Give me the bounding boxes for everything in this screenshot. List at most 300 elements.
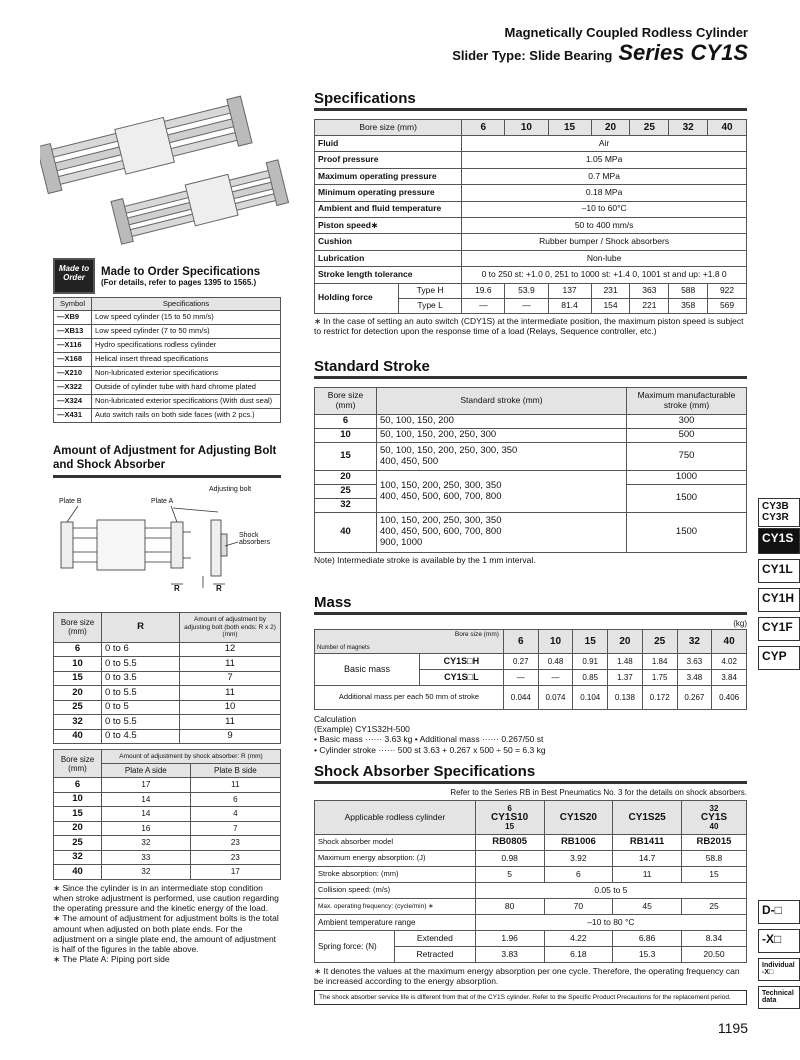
shock-extended-row <box>315 931 747 947</box>
mto-spec: Non-lubricated exterior specifications (With dust seal) <box>92 395 281 409</box>
adjust-note-2: ∗ The amount of adjustment for adjustment bolts is the total amount when adjusted on both plate ends. For the adjustment on a single plate end, the amount of adjustment is half of the figures in the table above. <box>53 913 279 954</box>
stroke-note: Note) Intermediate stroke is available by the 1 mm interval. <box>314 555 536 565</box>
mto-badge-line1: Made to <box>58 264 90 273</box>
specs-bore: 10 <box>505 120 548 136</box>
adjust-amount: 11 <box>180 686 281 701</box>
stroke-std-6: 50, 100, 150, 200 <box>377 415 627 429</box>
specs-holding-h-value: 231 <box>591 283 630 298</box>
diagram-plate-b: Plate B <box>59 497 82 505</box>
shock-row-value: RB2015 <box>681 835 746 851</box>
specs-label: Lubrication <box>315 250 462 266</box>
mto-table <box>53 297 281 423</box>
stroke-bore-25: 25 <box>315 485 377 499</box>
stroke-max-6: 300 <box>627 415 747 429</box>
shock-adjust-row <box>54 792 281 807</box>
shock-row-label: Shock absorber model <box>315 835 476 851</box>
shock-row <box>315 851 747 867</box>
adjust-note-3: ∗ The Plate A: Piping port side <box>53 954 170 965</box>
shock-adjust-a: 14 <box>102 807 191 822</box>
stroke-std-40-line3: 900, 1000 <box>380 536 423 548</box>
shock-extended-value: 8.34 <box>681 931 746 947</box>
specs-row <box>315 136 747 152</box>
mass-add-value: 0.074 <box>538 686 573 710</box>
shock-row-value: 14.7 <box>613 851 682 867</box>
shock-table <box>314 800 747 963</box>
shock-model-head <box>544 801 613 835</box>
shock-row-value: RB0805 <box>475 835 544 851</box>
sidetab-x[interactable] <box>758 929 800 953</box>
shock-note: ∗ It denotes the values at the maximum energy absorption per one cycle. Therefore, the operating frequency can be increased according to the energy absorption. <box>314 966 740 987</box>
sidetab-cy1s-label: CY1S <box>762 531 794 545</box>
shock-retracted-value: 20.50 <box>681 947 746 963</box>
specs-holding-h-value: 19.6 <box>462 283 505 298</box>
shock-model-main: CY1S25 <box>628 811 666 823</box>
mto-symbol: —XB9 <box>54 311 92 325</box>
stroke-std-40 <box>377 513 627 553</box>
mto-spec: Low speed cylinder (15 to 50 mm/s) <box>92 311 281 325</box>
stroke-std-20-32 <box>377 471 627 513</box>
shock-row-value: 11 <box>613 867 682 883</box>
shock-adjust-row <box>54 821 281 836</box>
specs-bore: 25 <box>630 120 669 136</box>
specs-row <box>315 185 747 201</box>
mto-symbol: —X324 <box>54 395 92 409</box>
specs-bore: 15 <box>548 120 591 136</box>
mto-symbol: —X116 <box>54 339 92 353</box>
shock-model-bottom: 40 <box>709 821 719 831</box>
specs-row <box>315 152 747 168</box>
header-line1: Magnetically Coupled Rodless Cylinder <box>504 25 748 40</box>
shock-adjust-a: 32 <box>102 836 191 851</box>
shock-adjust-bore: 40 <box>54 865 102 880</box>
sidetab-cy3b[interactable] <box>758 498 800 527</box>
sidetab-cy1h[interactable] <box>758 588 800 612</box>
mass-section <box>314 594 747 755</box>
specs-holding-l-value: 154 <box>591 298 630 313</box>
specs-holding-h-row <box>315 283 747 298</box>
diagram-shock-label <box>239 532 270 547</box>
page-number: 1195 <box>717 1020 748 1036</box>
adjust-r: 0 to 5 <box>102 700 180 715</box>
sidetab-d[interactable] <box>758 900 800 924</box>
shock-ambient-value: –10 to 80 °C <box>475 915 746 931</box>
adjust-title-line2: and Shock Absorber <box>53 459 166 472</box>
shock-extended-value: 4.22 <box>544 931 613 947</box>
adjust-row <box>54 729 281 744</box>
shock-row-label: Maximum energy absorption: (J) <box>315 851 476 867</box>
mass-calc <box>314 714 747 755</box>
mass-l-label: CY1S□L <box>419 670 503 686</box>
shock-model-main: CY1S20 <box>559 811 597 823</box>
mto-symbol: —X431 <box>54 409 92 423</box>
adjust-amount: 12 <box>180 642 281 657</box>
shock-row-value: 0.98 <box>475 851 544 867</box>
stroke-std-40-line1: 100, 150, 200, 250, 300, 350 <box>380 515 502 527</box>
specs-value: 0 to 250 st: +1.0 0, 251 to 1000 st: +1.4 0, 1001 st and up: +1.8 0 <box>462 267 747 283</box>
adjust-note-1: ∗ Since the cylinder is in an intermediate stop condition when stroke adjustment is performed, use caution regarding the operating pressure and the kinetic energy of the load. <box>53 882 279 914</box>
shock-extended-value: 1.96 <box>475 931 544 947</box>
sidetab-cy1h-label: CY1H <box>762 591 795 605</box>
mass-head-magnets: Number of magnets <box>317 645 370 652</box>
product-photo <box>40 88 290 248</box>
stroke-title: Standard Stroke <box>314 358 747 379</box>
mass-h-row <box>315 654 747 670</box>
mass-h-value: 0.91 <box>573 654 608 670</box>
specs-holding-h-value: 137 <box>548 283 591 298</box>
t2-head-a: Plate A side <box>102 764 191 778</box>
shock-adjust-bore: 15 <box>54 807 102 822</box>
shock-adjust-bore: 10 <box>54 792 102 807</box>
shock-box-note: The shock absorber service life is different from that of the CY1S cylinder. Refer to the Specific Product Precautions for the replacement period. <box>314 990 747 1005</box>
mto-row <box>54 381 281 395</box>
shock-adjust-b: 23 <box>190 850 280 865</box>
shock-ref: Refer to the Series RB in Best Pneumatics No. 3 for the details on shock absorbers. <box>450 788 747 797</box>
mto-row <box>54 311 281 325</box>
shock-adjust-b: 7 <box>190 821 280 836</box>
mass-l-value: — <box>538 670 573 686</box>
mass-bore: 40 <box>712 630 747 654</box>
shock-model-main: CY1S <box>700 811 728 823</box>
mass-add-row <box>315 686 747 710</box>
shock-section <box>314 763 747 1005</box>
mto-subtitle: (For details, refer to pages 1395 to 1565.) <box>101 277 257 287</box>
specs-holding-l-value: 221 <box>630 298 669 313</box>
mass-add-value: 0.172 <box>642 686 677 710</box>
mass-basic-label: Basic mass <box>315 654 420 686</box>
stroke-bore-20: 20 <box>315 471 377 485</box>
adjust-amount: 11 <box>180 715 281 730</box>
sidetab-d-label: D-□ <box>762 903 782 917</box>
shock-retracted-value: 6.18 <box>544 947 613 963</box>
stroke-head-max: Maximum manufacturable stroke (mm) <box>627 388 747 415</box>
mass-add-value: 0.138 <box>608 686 643 710</box>
mto-row <box>54 325 281 339</box>
adjust-r: 0 to 6 <box>102 642 180 657</box>
shock-row <box>315 835 747 851</box>
sidetab-individual[interactable] <box>758 958 800 981</box>
mto-head-spec: Specifications <box>92 298 281 311</box>
mass-head-corner <box>315 630 504 654</box>
adjust-r: 0 to 5.5 <box>102 715 180 730</box>
specs-bore: 32 <box>669 120 708 136</box>
specs-value: 1.05 MPa <box>462 152 747 168</box>
adjust-row <box>54 671 281 686</box>
mass-h-value: 3.63 <box>677 654 712 670</box>
sidetab-x-label: -X□ <box>762 932 782 946</box>
mto-head-symbol: Symbol <box>54 298 92 311</box>
shock-freq-value: 45 <box>613 899 682 915</box>
adjust-table-1 <box>53 612 281 745</box>
mass-l-value: 1.37 <box>608 670 643 686</box>
specs-holding-l-value: — <box>462 298 505 313</box>
diagram-shock-line2: absorbers <box>239 539 271 547</box>
page-header <box>452 26 748 66</box>
adjust-section <box>53 444 281 964</box>
shock-head-label: Applicable rodless cylinder <box>315 801 476 835</box>
mass-l-value: 0.85 <box>573 670 608 686</box>
adjust-table-2 <box>53 749 281 880</box>
stroke-max-10: 500 <box>627 429 747 443</box>
adjust-title <box>53 444 281 478</box>
shock-row-value: 15 <box>681 867 746 883</box>
specs-row <box>315 217 747 233</box>
mass-h-value: 0.27 <box>503 654 538 670</box>
specs-value: 0.18 MPa <box>462 185 747 201</box>
shock-adjust-bore: 32 <box>54 850 102 865</box>
stroke-max-40: 1500 <box>627 513 747 553</box>
shock-collision-value: 0.05 to 5 <box>475 883 746 899</box>
shock-adjust-row <box>54 836 281 851</box>
shock-adjust-a: 17 <box>102 778 191 793</box>
sidetab-cy1f[interactable] <box>758 617 800 641</box>
mto-spec: Outside of cylinder tube with hard chrome plated <box>92 381 281 395</box>
mass-table <box>314 629 747 710</box>
shock-freq-value: 70 <box>544 899 613 915</box>
diagram-r1: R <box>174 583 180 593</box>
specs-value: 50 to 400 mm/s <box>462 217 747 233</box>
specs-label: Minimum operating pressure <box>315 185 462 201</box>
specs-holding-l-value: — <box>505 298 548 313</box>
stroke-max-15: 750 <box>627 443 747 471</box>
specs-note: ∗ In the case of setting an auto switch (CDY1S) at the intermediate position, the maximum piston speed is subject to restrict for detection upon the response time of a load (Relays, Sequence controller, etc.) <box>314 315 744 336</box>
sidetab-cy1f-label: CY1F <box>762 620 793 634</box>
shock-model-head <box>681 801 746 835</box>
mass-bore: 15 <box>573 630 608 654</box>
shock-row-value: 5 <box>475 867 544 883</box>
specs-value: –10 to 60°C <box>462 201 747 217</box>
sidetab-individual-label: Individual -X□ <box>762 962 795 977</box>
specs-holding-h-value: 53.9 <box>505 283 548 298</box>
shock-adjust-bore: 6 <box>54 778 102 793</box>
specs-row <box>315 234 747 250</box>
mto-row <box>54 353 281 367</box>
shock-adjust-a: 14 <box>102 792 191 807</box>
mto-symbol: —XB13 <box>54 325 92 339</box>
mass-l-value: 3.84 <box>712 670 747 686</box>
diagram-r2: R <box>216 583 222 593</box>
mto-row <box>54 395 281 409</box>
sidetab-technical-label: Technical data <box>762 990 794 1005</box>
adjust-bore: 10 <box>54 657 102 672</box>
mass-l-value: 3.48 <box>677 670 712 686</box>
adjust-bore: 32 <box>54 715 102 730</box>
shock-row <box>315 867 747 883</box>
shock-model-head <box>475 801 544 835</box>
stroke-bore-10: 10 <box>315 429 377 443</box>
mass-add-value: 0.267 <box>677 686 712 710</box>
mto-spec: Low speed cylinder (7 to 50 mm/s) <box>92 325 281 339</box>
stroke-std-group-line2: 400, 450, 500, 600, 700, 800 <box>380 490 502 502</box>
specs-label: Stroke length tolerance <box>315 267 462 283</box>
mass-h-value: 1.84 <box>642 654 677 670</box>
mto-symbol: —X322 <box>54 381 92 395</box>
adjust-bore: 25 <box>54 700 102 715</box>
stroke-std-15 <box>377 443 627 471</box>
shock-adjust-b: 17 <box>190 865 280 880</box>
shock-model-top: 32 <box>709 803 719 813</box>
specs-value: Rubber bumper / Shock absorbers <box>462 234 747 250</box>
diagram-adjusting-bolt: Adjusting bolt <box>209 485 252 493</box>
diagram-plate-a: Plate A <box>151 497 174 505</box>
adjust-bore: 40 <box>54 729 102 744</box>
adjust-bore: 6 <box>54 642 102 657</box>
shock-adjust-a: 32 <box>102 865 191 880</box>
stroke-std-group-line1: 100, 150, 200, 250, 300, 350 <box>380 479 502 491</box>
mass-h-label: CY1S□H <box>419 654 503 670</box>
shock-adjust-row <box>54 865 281 880</box>
mass-bore: 20 <box>608 630 643 654</box>
shock-freq-row <box>315 899 747 915</box>
adjust-amount: 10 <box>180 700 281 715</box>
stroke-bore-15: 15 <box>315 443 377 471</box>
shock-model-head <box>613 801 682 835</box>
mass-add-value: 0.406 <box>712 686 747 710</box>
mto-symbol: —X168 <box>54 353 92 367</box>
mass-title: Mass <box>314 594 747 615</box>
mto-title: Made to Order Specifications <box>101 265 261 278</box>
mass-l-value: — <box>503 670 538 686</box>
stroke-std-40-line2: 400, 450, 500, 600, 700, 800 <box>380 526 502 538</box>
adjust-bore: 15 <box>54 671 102 686</box>
sidetab-cy1l-label: CY1L <box>762 562 793 576</box>
stroke-table <box>314 387 747 553</box>
shock-extended-label: Extended <box>395 931 476 947</box>
mto-badge <box>53 258 95 294</box>
stroke-head-bore: Bore size (mm) <box>315 388 377 415</box>
stroke-bore-6: 6 <box>315 415 377 429</box>
shock-row-value: RB1006 <box>544 835 613 851</box>
stroke-std-10: 50, 100, 150, 200, 250, 300 <box>377 429 627 443</box>
sidetab-cyp-label: CYP <box>762 649 787 663</box>
mto-spec: Non-lubricated exterior specifications <box>92 367 281 381</box>
stroke-bore-32: 32 <box>315 499 377 513</box>
mass-h-value: 4.02 <box>712 654 747 670</box>
shock-row-value: 3.92 <box>544 851 613 867</box>
adjust-diagram <box>53 485 281 608</box>
shock-adjust-b: 23 <box>190 836 280 851</box>
mto-spec: Helical insert thread specifications <box>92 353 281 367</box>
specs-title: Specifications <box>314 90 747 111</box>
shock-adjust-b: 11 <box>190 778 280 793</box>
mass-calc-example: (Example) CY1S32H-500 <box>314 724 410 735</box>
sidetab-cyp[interactable] <box>758 646 800 670</box>
specs-row <box>315 168 747 184</box>
t2-head-amount: Amount of adjustment by shock absorber: R (mm) <box>102 750 281 764</box>
adjust-row <box>54 657 281 672</box>
mass-add-value: 0.104 <box>573 686 608 710</box>
mto-spec: Hydro specifications rodless cylinder <box>92 339 281 353</box>
specs-head-bore: Bore size (mm) <box>315 120 462 136</box>
specs-holding-h-value: 588 <box>669 283 708 298</box>
specs-value: Non-lube <box>462 250 747 266</box>
specs-holding-h-value: 363 <box>630 283 669 298</box>
sidetab-cy1s[interactable] <box>758 528 800 554</box>
specs-row <box>315 201 747 217</box>
mass-h-value: 0.48 <box>538 654 573 670</box>
specs-table <box>314 119 747 314</box>
specs-label: Ambient and fluid temperature <box>315 201 462 217</box>
specs-label: Fluid <box>315 136 462 152</box>
diagram-shock-line1: Shock <box>239 531 259 539</box>
mass-head-bore: Bore size (mm) <box>454 631 499 638</box>
specs-holding-l-value: 81.4 <box>548 298 591 313</box>
shock-adjust-row <box>54 778 281 793</box>
shock-title: Shock Absorber Specifications <box>314 763 747 784</box>
specs-type-l: Type L <box>399 298 462 313</box>
shock-adjust-b: 6 <box>190 792 280 807</box>
sidetab-technical[interactable] <box>758 986 800 1009</box>
mass-add-value: 0.044 <box>503 686 538 710</box>
shock-adjust-bore: 25 <box>54 836 102 851</box>
adjust-row <box>54 700 281 715</box>
shock-model-bottom: 15 <box>505 821 515 831</box>
shock-model-main: CY1S10 <box>491 811 529 823</box>
specs-label: Maximum operating pressure <box>315 168 462 184</box>
stroke-bore-40: 40 <box>315 513 377 553</box>
mto-row <box>54 409 281 423</box>
stroke-section <box>314 358 747 565</box>
specs-bore: 6 <box>462 120 505 136</box>
mass-add-label: Additional mass per each 50 mm of stroke <box>315 686 504 710</box>
specs-row <box>315 250 747 266</box>
shock-ambient-row <box>315 915 747 931</box>
adjust-row <box>54 686 281 701</box>
adjust-title-line1: Amount of Adjustment for Adjusting Bolt <box>53 445 277 457</box>
shock-model-top: 6 <box>507 803 512 813</box>
shock-adjust-row <box>54 807 281 822</box>
shock-collision-row <box>315 883 747 899</box>
specs-section <box>314 90 747 336</box>
mass-h-value: 1.48 <box>608 654 643 670</box>
shock-adjust-bore: 20 <box>54 821 102 836</box>
sidetab-cy1l[interactable] <box>758 559 800 583</box>
t2-head-b: Plate B side <box>190 764 280 778</box>
shock-spring-label: Spring force: (N) <box>315 931 395 963</box>
shock-extended-value: 6.86 <box>613 931 682 947</box>
mass-unit: (kg) <box>733 619 747 628</box>
mass-bore: 25 <box>642 630 677 654</box>
sidetab-cy3b-label: CY3B CY3R <box>762 501 789 523</box>
stroke-std-15-line2: 400, 450, 500 <box>380 455 439 467</box>
shock-row-value: 6 <box>544 867 613 883</box>
mto-symbol: —X210 <box>54 367 92 381</box>
adjust-r: 0 to 3.5 <box>102 671 180 686</box>
shock-freq-value: 80 <box>475 899 544 915</box>
specs-value: Air <box>462 136 747 152</box>
stroke-max-25-32: 1500 <box>627 485 747 513</box>
mto-spec: Auto switch rails on both side faces (with 2 pcs.) <box>92 409 281 423</box>
shock-row-value: 58.8 <box>681 851 746 867</box>
specs-bore: 20 <box>591 120 630 136</box>
shock-retracted-value: 15.3 <box>613 947 682 963</box>
stroke-head-std: Standard stroke (mm) <box>377 388 627 415</box>
specs-label: Proof pressure <box>315 152 462 168</box>
t1-head-r: R <box>102 612 180 642</box>
adjust-row <box>54 642 281 657</box>
specs-label: Cushion <box>315 234 462 250</box>
shock-adjust-b: 4 <box>190 807 280 822</box>
adjust-r: 0 to 4.5 <box>102 729 180 744</box>
mto-row <box>54 367 281 381</box>
shock-adjust-row <box>54 850 281 865</box>
shock-freq-value: 25 <box>681 899 746 915</box>
specs-holding-label: Holding force <box>315 283 399 313</box>
mto-badge-line2: Order <box>63 272 85 282</box>
specs-holding-l-value: 358 <box>669 298 708 313</box>
shock-row-label: Stroke absorption: (mm) <box>315 867 476 883</box>
adjust-bore: 20 <box>54 686 102 701</box>
shock-freq-label: Max. operating frequency: (cycle/min) ∗ <box>315 899 476 915</box>
